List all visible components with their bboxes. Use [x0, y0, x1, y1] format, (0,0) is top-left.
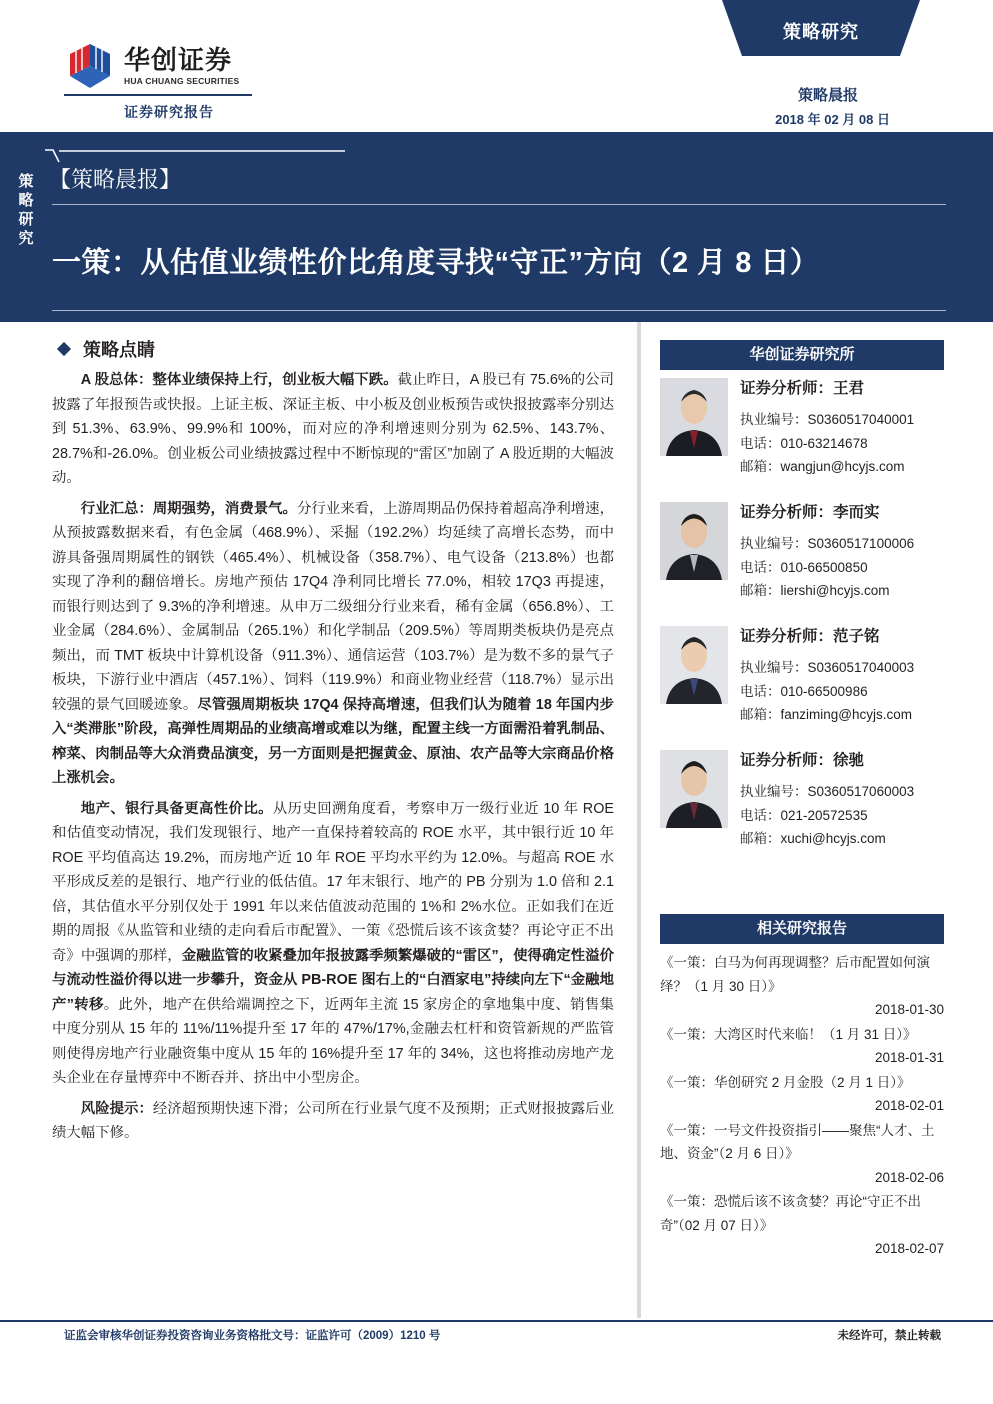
diamond-bullet-icon: [57, 342, 71, 356]
footer-copyright-notice: 未经许可，禁止转载: [837, 1330, 941, 1342]
column-divider: [637, 322, 641, 1318]
paragraph-bold-conclusion: 尽管强周期板块 17Q4 保持高增速，但我们认为随着 18 年国内步入“类滞胀”阶段，高弹性周期品的业绩高增或难以为继，配置主线一方面需沿着乳制品、榨菜、肉制品等大众消费品演变，另一方面则是把握黄金、原油、农产品等大宗商品价格上涨机会。: [52, 696, 614, 786]
analyst-name: 证券分析师：王君: [740, 380, 865, 397]
report-type-label: 证券研究报告: [124, 104, 214, 120]
analyst-phone: 电话：010-63214678: [740, 435, 868, 451]
banner-rule-bottom: [52, 310, 946, 311]
main-content: [52, 336, 614, 1152]
paragraph-bold-conclusion: 金融监管的收紧叠加年报披露季频繁爆破的“雷区”，使得确定性溢价与流动性溢价得以进一步攀升，资金从 PB-ROE 图右上的“白酒家电”持续向左下“金融地产”转移: [52, 947, 614, 1013]
paragraph-text: 分行业来看，上游周期品仍保持着超高净利增速，从预披露数据来看，有色金属（468.9%）、采掘（192.2%）均延续了高增长态势，而中游具备强周期属性的钢铁（465.4%）、机械设备（358.7%）、电气设备（213.8%）也都实现了净利的翻倍增长。房地产预估 17Q4 净利同比增长 77.0%，相较 17Q3 再提速，而银行则达到了 9.3%的净利增速。从申万二级细分行业来看，稀有金属（656.8%）、工业金属（284.6%）、金属制品（265.1%）和化学制品（209.5%）等周期类板块仍是亮点频出，而 TMT 板块中计算机设备（911.3%）、通信运营（103.7%）是为数不多的景气子板块，下游行业中酒店（457.1%）、饲料（119.9%）和商业物业经营（118.7%）显示出较强的景气回暖迹象。: [52, 500, 614, 713]
analyst-license: 执业编号：S0360517040001: [740, 412, 915, 427]
related-report-item[interactable]: [660, 1189, 944, 1261]
banner-rule-top: [52, 204, 946, 205]
related-reports-header: 相关研究报告: [660, 914, 944, 944]
analyst-license: 执业编号：S0360517060003: [740, 784, 915, 799]
report-series-title: 策略晨报: [797, 87, 858, 104]
logo-chinese-name: 华创证券: [124, 45, 233, 75]
related-report-item[interactable]: [660, 950, 944, 1022]
company-logo: [64, 40, 264, 92]
paragraph-lead: 地产、银行具备更高性价比。: [80, 800, 273, 817]
related-report-title[interactable]: 《一策：白马为何再现调整？后市配置如何演绎？（1 月 30 日）》: [660, 955, 930, 994]
category-tab-label: 策略研究: [783, 22, 859, 42]
analyst-photo: [660, 626, 728, 704]
paragraph-lead: A 股总体：整体业绩保持上行，创业板大幅下跌。: [80, 372, 398, 388]
analyst-phone: 电话：010-66500850: [740, 559, 868, 575]
analyst-photo: [660, 378, 728, 456]
sidebar: [660, 340, 944, 1261]
logo-underline: [64, 94, 252, 96]
analyst-phone: 电话：010-66500986: [740, 683, 868, 699]
paragraph-lead: 行业汇总：周期强势，消费景气。: [80, 500, 297, 517]
paragraph-market-overview: [52, 368, 614, 491]
related-report-title[interactable]: 《一策：华创研究 2 月金股（2 月 1 日）》: [660, 1074, 911, 1090]
related-report-date: 2018-02-01: [874, 1098, 944, 1113]
related-reports-list: [660, 950, 944, 1261]
paragraph-text: 截止昨日，A 股已有 75.6%的公司披露了年报预告或快报。上证主板、深证主板、中小板及创业板预告或快报披露率分别达到 51.3%、63.9%、99.9%和 100%，而对应的净利增速则分别为 62.5%、143.7%、28.7%和-26.0%。创业板公司业绩披露过程中不断惊现的“雷区”加剧了 A 股近期的大幅波动。: [52, 372, 615, 486]
report-title: 一策：从估值业绩性价比角度寻找“守正”方向（2 月 8 日）: [52, 247, 820, 279]
paragraph-property-banks: [52, 797, 614, 1091]
paragraph-risk-warning: [52, 1097, 614, 1146]
paragraph-text: 从历史回溯角度看，考察申万一级行业近 10 年 ROE 和估值变动情况，我们发现银行、地产一直保持着较高的 ROE 水平，其中银行近 10 年 ROE 平均值高达 19.2%，而房地产近 10 年 ROE 平均水平约为 12.0%。与超高 ROE 水平形成反差的是银行、地产行业的低估值。17 年末银行、地产的 PB 分别为 1.0 倍和 2.1 倍，其估值水平分别仅处于 1991 年以来估值波动范围的 1%和 2%水位。正如我们在近期的周报《从监管和业绩的走向看后市配置》、一策《恐慌后该不该贪婪？再论守正不出奇》中强调的那样，: [52, 800, 614, 964]
footer-rule: [0, 1320, 993, 1322]
analyst-license: 执业编号：S0360517040003: [740, 660, 915, 675]
logo-cube-icon: [64, 40, 116, 92]
analyst-email[interactable]: 邮箱：liershi@hcyjs.com: [740, 583, 890, 598]
related-report-date: 2018-02-07: [874, 1241, 944, 1256]
related-report-date: 2018-01-31: [874, 1050, 944, 1065]
paragraph-lead: 风险提示：: [80, 1100, 153, 1117]
paragraph-text: 经济超预期快速下滑；公司所在行业景气度不及预期；正式财报披露后业绩大幅下修。: [52, 1100, 614, 1141]
footer-license-notice: 证监会审核华创证券投资咨询业务资格批文号：证监许可（2009）1210 号: [64, 1330, 441, 1342]
analyst-phone: 电话：021-20572535: [740, 807, 868, 823]
related-report-date: 2018-02-06: [874, 1169, 944, 1185]
analyst-license: 执业编号：S0360517100006: [740, 536, 915, 551]
logo-english-name: HUA CHUANG SECURITIES: [124, 76, 240, 86]
analyst-card: [660, 370, 944, 494]
paragraph-industry-summary: [52, 497, 614, 791]
section-title: 策略点睛: [83, 340, 155, 360]
section-header: [52, 336, 614, 362]
analyst-name: 证券分析师：李而实: [740, 504, 880, 521]
related-report-item[interactable]: [660, 1070, 944, 1118]
related-report-item[interactable]: [660, 1118, 944, 1190]
category-tab: [722, 0, 920, 56]
institute-header: 华创证券研究所: [660, 340, 944, 370]
analyst-card: [660, 742, 944, 866]
analyst-email[interactable]: 邮箱：fanziming@hcyjs.com: [740, 707, 912, 722]
related-report-title[interactable]: 《一策：大湾区时代来临！（1 月 31 日）》: [660, 1026, 917, 1042]
analyst-email[interactable]: 邮箱：wangjun@hcyjs.com: [740, 459, 905, 474]
vertical-category-label: 策略研究: [18, 173, 34, 247]
paragraph-tail: 。此外，地产在供给端调控之下，近两年主流 15 家房企的拿地集中度、销售集中度分别从 15 年的 11%/11%提升至 17 年的 47%/17%,金融去杠杆和资管新规的严监管则使得房地产行业融资集中度从 15 年的 16%提升至 17 年的 34%，这也将推动房地产龙头企业在存量博弈中不断吞并、挤出中小型房企。: [52, 996, 614, 1086]
analyst-card: [660, 494, 944, 618]
analyst-name: 证券分析师：范子铭: [740, 628, 880, 645]
related-report-title[interactable]: 《一策：一号文件投资指引——聚焦“人才、土地、资金”（2 月 6 日）》: [660, 1122, 935, 1161]
banner-tag: 【策略晨报】: [49, 167, 182, 192]
analyst-photo: [660, 502, 728, 580]
analyst-photo: [660, 750, 728, 828]
related-report-date: 2018-01-30: [874, 1002, 944, 1017]
related-report-title[interactable]: 《一策：恐慌后该不该贪婪？再论“守正不出奇”（02 月 07 日）》: [660, 1194, 921, 1233]
analyst-email[interactable]: 邮箱：xuchi@hcyjs.com: [740, 831, 886, 846]
analyst-name: 证券分析师：徐驰: [740, 752, 865, 769]
report-date: 2018 年 02 月 08 日: [775, 112, 890, 127]
analyst-card: [660, 618, 944, 742]
related-report-item[interactable]: [660, 1022, 944, 1070]
